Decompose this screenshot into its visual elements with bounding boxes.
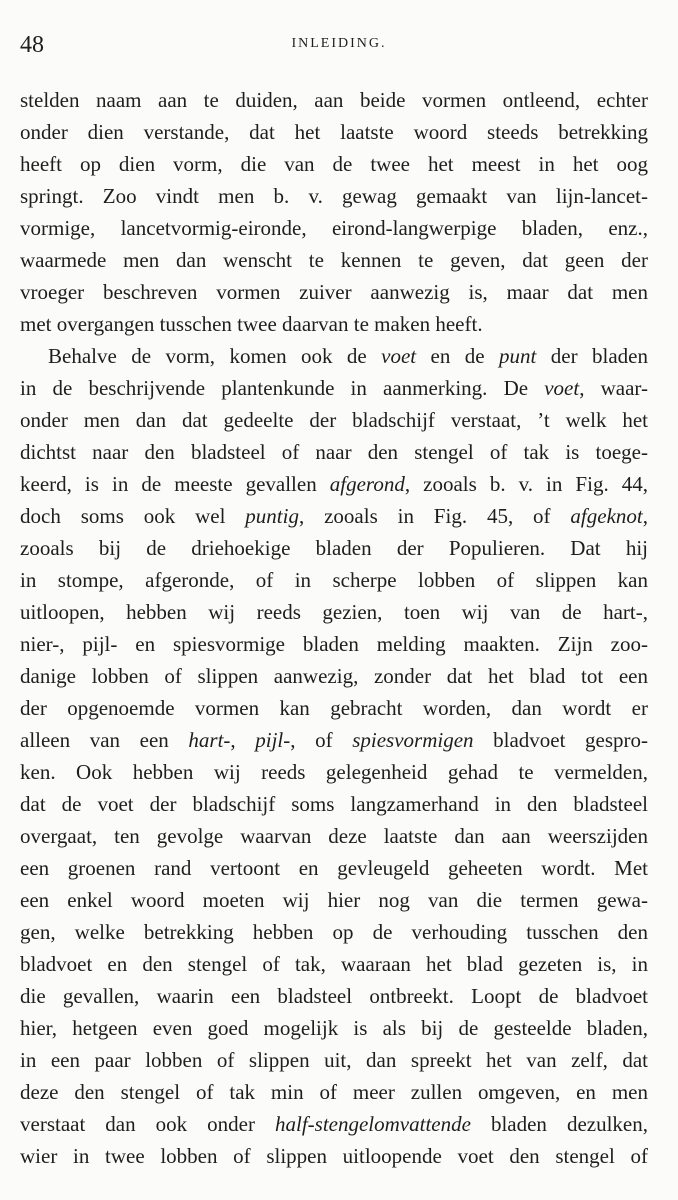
text-run: danige lobben of slippen aanwezig, zonder dat het blad tot een <box>20 664 648 688</box>
text-run: uitloopen, hebben wij reeds gezien, toen wij van de hart-, <box>20 600 648 624</box>
text-run: hier, hetgeen even goed mogelijk is als bij de gesteelde bladen, <box>20 1016 648 1040</box>
text-line <box>20 1012 648 1044</box>
italic-term: voet <box>544 376 580 400</box>
text-run: in stompe, afgeronde, of in scherpe lobben of slippen kan <box>20 568 648 592</box>
text-line <box>20 948 648 980</box>
text-run: dichtst naar den bladsteel of naar den stengel of tak is toege- <box>20 440 648 464</box>
text-run: , <box>642 504 648 528</box>
text-line <box>20 404 648 436</box>
text-run: verstaat dan ook onder <box>20 1112 275 1136</box>
text-line <box>20 916 648 948</box>
text-run: in de beschrijvende plantenkunde in aanmerking. De <box>20 376 545 400</box>
text-run: , of <box>290 728 353 752</box>
text-line <box>20 500 648 532</box>
text-line <box>20 692 648 724</box>
text-run: een enkel woord moeten wij hier nog van die termen gewa- <box>20 888 648 912</box>
text-line <box>20 1044 648 1076</box>
text-line <box>20 148 648 180</box>
text-line <box>20 788 648 820</box>
text-line <box>20 244 648 276</box>
text-run: zooals bij de driehoekige bladen der Populieren. Dat hij <box>20 536 648 560</box>
text-run: , <box>230 728 256 752</box>
text-run: gen, welke betrekking hebben op de verhouding tusschen den <box>20 920 648 944</box>
text-run: der opgenoemde vormen kan gebracht worden, dan wordt er <box>20 696 648 720</box>
text-run: onder men dan dat gedeelte der bladschijf verstaat, ’t welk het <box>20 408 648 432</box>
italic-term: half-stengelomvattende <box>274 1112 471 1136</box>
text-run: Behalve de vorm, komen ook de <box>48 344 382 368</box>
text-run: wier in twee lobben of slippen uitloopende voet den stengel of <box>20 1144 648 1168</box>
text-run: springt. Zoo vindt men b. v. gewag gemaakt van lijn-lancet- <box>20 184 648 208</box>
body-text <box>20 84 648 1172</box>
text-line <box>20 340 648 372</box>
text-line <box>20 468 648 500</box>
text-run: een groenen rand vertoont en gevleugeld geheeten wordt. Met <box>20 856 648 880</box>
text-run: bladvoet gespro- <box>473 728 649 752</box>
text-line <box>20 1108 648 1140</box>
italic-term: afgeknot <box>570 504 643 528</box>
text-run: , zooals in Fig. 45, of <box>298 504 571 528</box>
text-line <box>20 180 648 212</box>
text-line <box>20 852 648 884</box>
text-run: bladvoet en den stengel of tak, waaraan het blad gezeten is, in <box>20 952 648 976</box>
text-run: stelden naam aan te duiden, aan beide vormen ontleend, echter <box>20 88 648 112</box>
running-head: INLEIDING. <box>291 36 387 51</box>
text-line <box>20 820 648 852</box>
text-run: in een paar lobben of slippen uit, dan spreekt het van zelf, dat <box>20 1048 648 1072</box>
text-line <box>20 884 648 916</box>
text-run: vroeger beschreven vormen zuiver aanwezig is, maar dat men <box>20 280 648 304</box>
text-line <box>20 276 648 308</box>
italic-term: afgerond <box>329 472 405 496</box>
text-run: keerd, is in de meeste gevallen <box>20 472 330 496</box>
text-run: ken. Ook hebben wij reeds gelegenheid gehad te vermelden, <box>20 760 648 784</box>
text-line <box>20 980 648 1012</box>
text-line <box>20 756 648 788</box>
text-line <box>20 564 648 596</box>
text-run: heeft op dien vorm, die van de twee het meest in het oog <box>20 152 648 176</box>
text-line <box>20 724 648 756</box>
text-line <box>20 660 648 692</box>
italic-term: hart- <box>188 728 231 752</box>
text-run: met overgangen tusschen twee daarvan te maken heeft. <box>20 312 483 336</box>
text-line <box>20 1076 648 1108</box>
page-number: 48 <box>20 32 44 58</box>
text-run: onder dien verstande, dat het laatste woord steeds betrekking <box>20 120 648 144</box>
text-line <box>20 84 648 116</box>
italic-term: voet <box>381 344 417 368</box>
text-run: alleen van een <box>20 728 189 752</box>
italic-term: spiesvormigen <box>352 728 474 752</box>
text-run: nier-, pijl- en spiesvormige bladen melding maakten. Zijn zoo- <box>20 632 648 656</box>
italic-term: punt <box>499 344 537 368</box>
text-line <box>20 1140 648 1172</box>
text-line <box>20 116 648 148</box>
text-run: en de <box>416 344 500 368</box>
text-run: , waar- <box>579 376 649 400</box>
text-run: waarmede men dan wenscht te kennen te geven, dat geen der <box>20 248 648 272</box>
text-line <box>20 596 648 628</box>
text-line <box>20 628 648 660</box>
text-run: dat de voet der bladschijf soms langzamerhand in den bladsteel <box>20 792 648 816</box>
italic-term: pijl- <box>255 728 291 752</box>
page-header <box>0 32 678 58</box>
text-line <box>20 436 648 468</box>
text-line <box>20 308 648 340</box>
text-run: die gevallen, waarin een bladsteel ontbreekt. Loopt de bladvoet <box>20 984 648 1008</box>
text-line <box>20 212 648 244</box>
text-run: deze den stengel of tak min of meer zullen omgeven, en men <box>20 1080 648 1104</box>
text-run: overgaat, ten gevolge waarvan deze laatste dan aan weerszijden <box>20 824 648 848</box>
text-run: der bladen <box>536 344 648 368</box>
text-line <box>20 372 648 404</box>
text-run: doch soms ook wel <box>20 504 246 528</box>
italic-term: puntig <box>245 504 299 528</box>
text-run: vormige, lancetvormig-eironde, eirond-langwerpige bladen, enz., <box>20 216 648 240</box>
text-run: bladen dezulken, <box>470 1112 648 1136</box>
text-line <box>20 532 648 564</box>
text-run: , zooals b. v. in Fig. 44, <box>404 472 648 496</box>
